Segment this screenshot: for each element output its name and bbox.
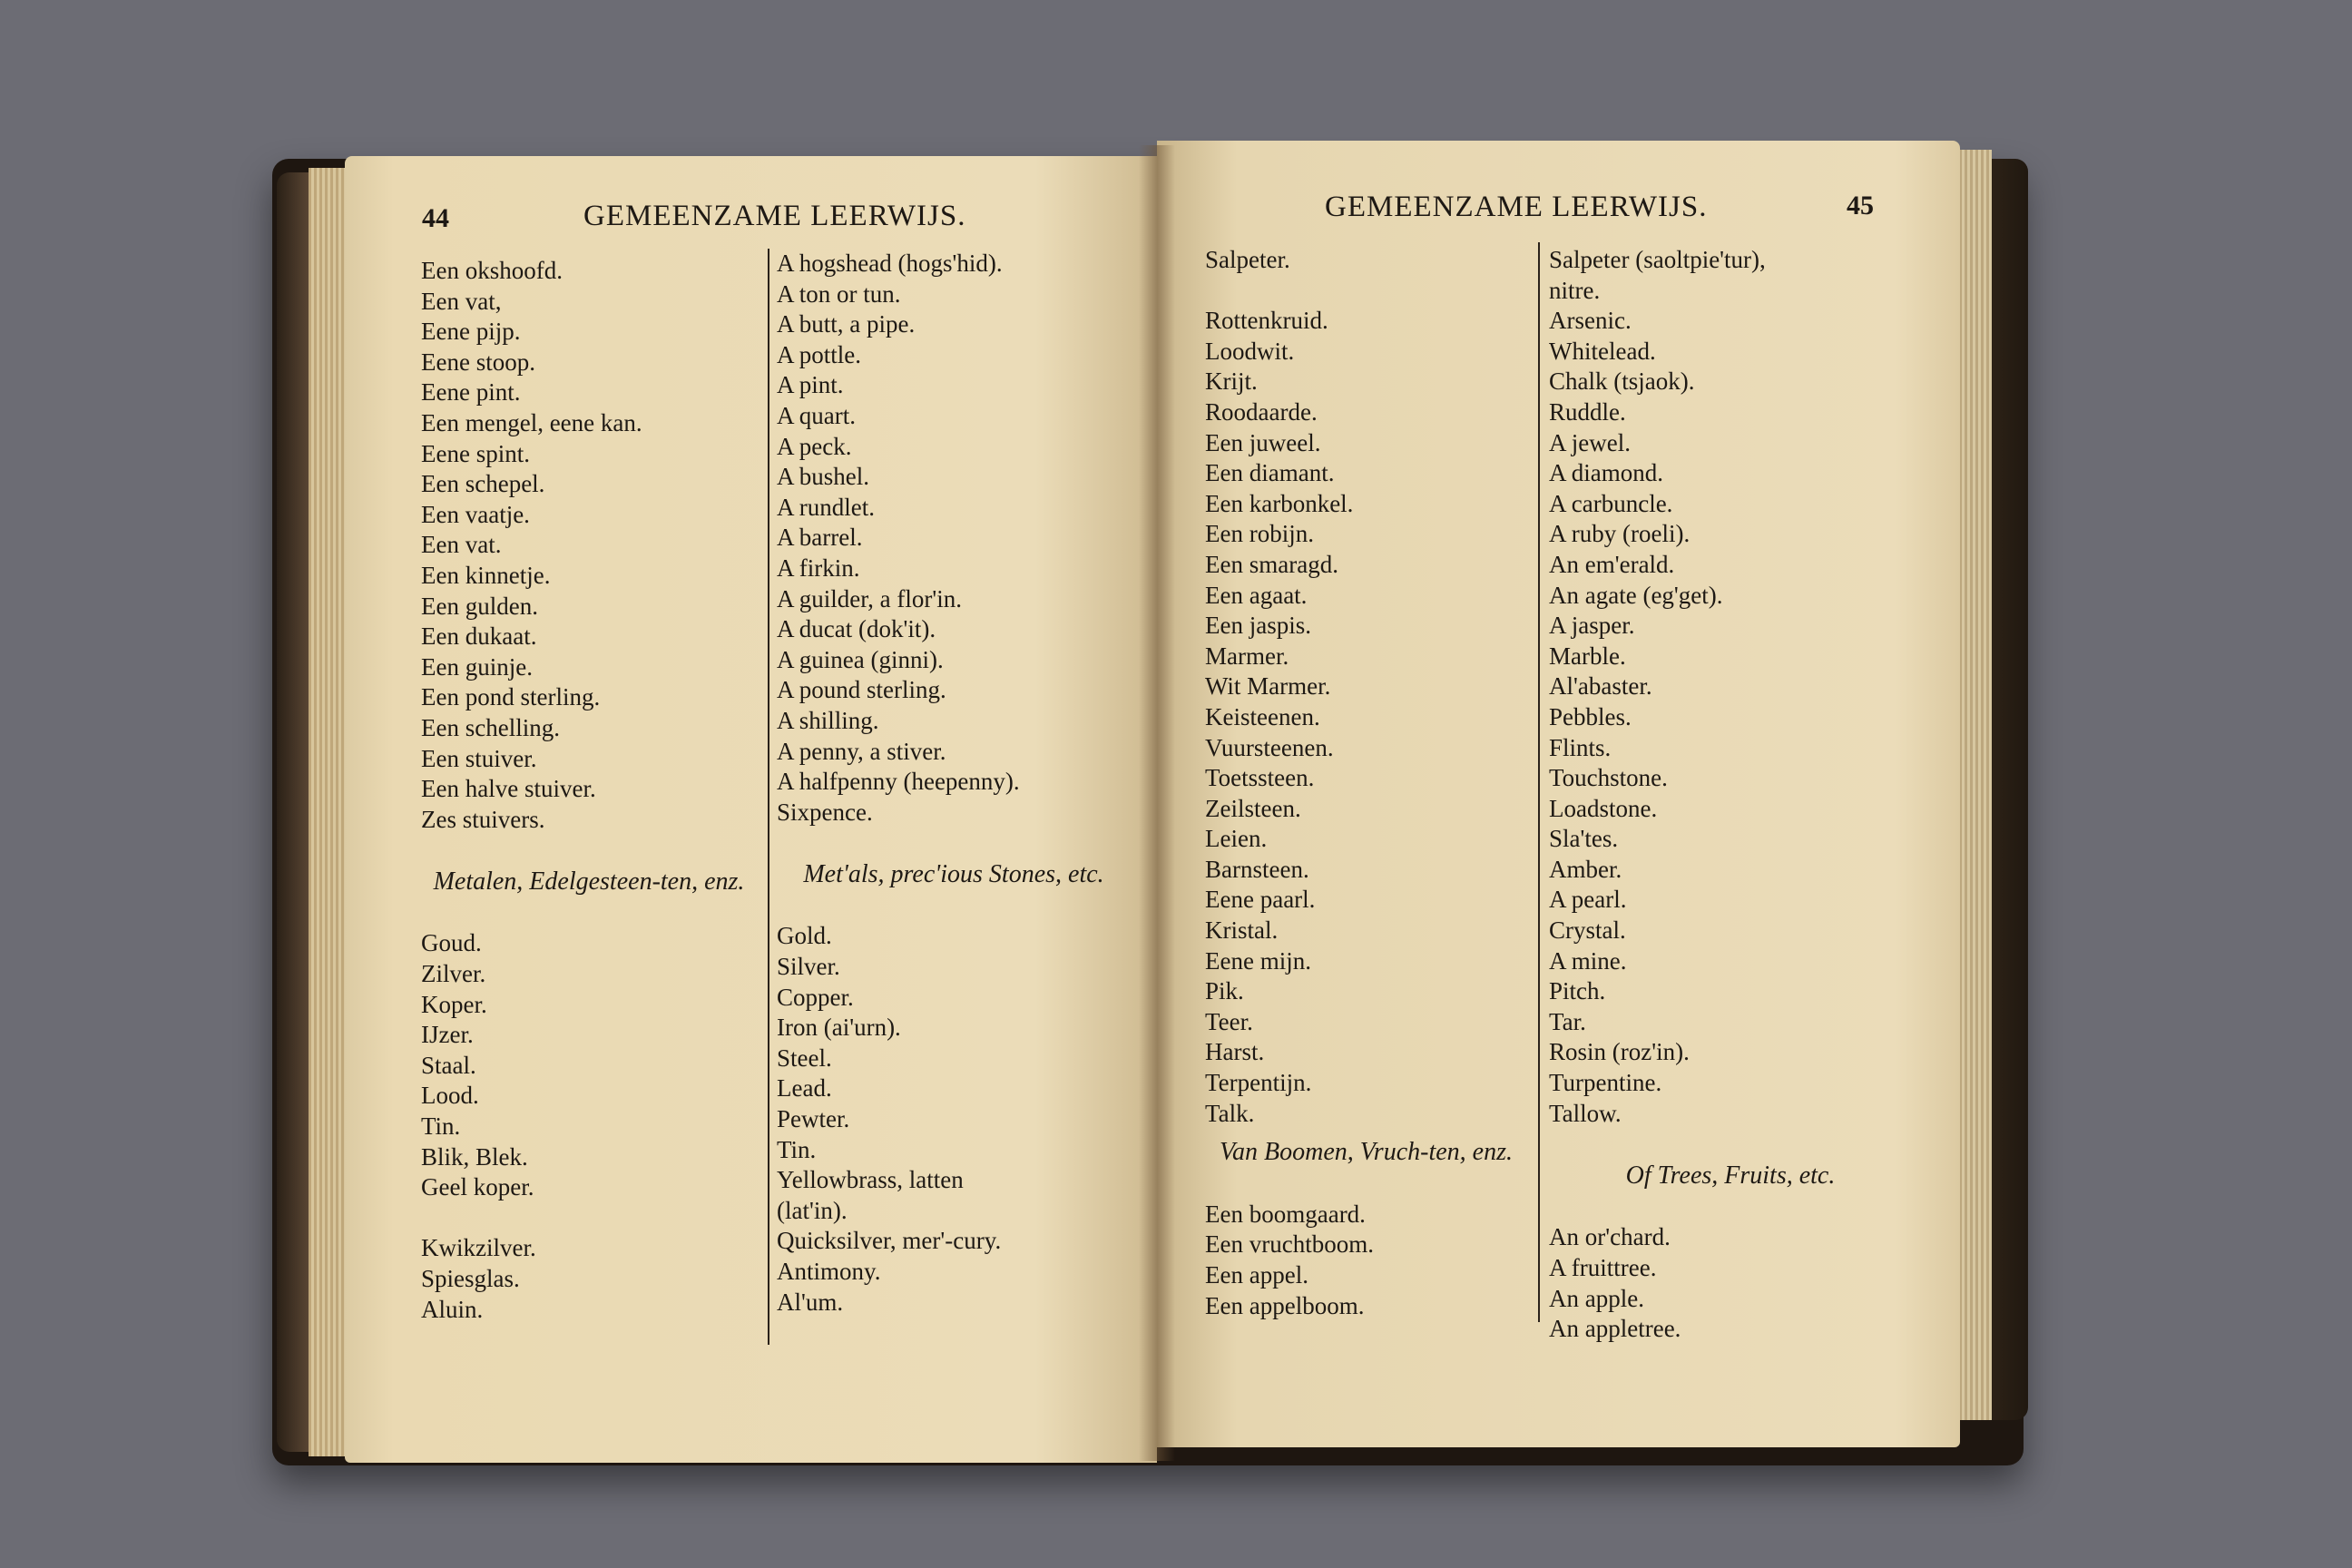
- vocab-line: Turpentine.: [1549, 1069, 1662, 1097]
- vocab-line: A guinea (ginni).: [777, 645, 944, 673]
- vocab-line: Toetssteen.: [1205, 764, 1315, 792]
- vocab-line: A pint.: [777, 371, 844, 399]
- vocab-line: Vuursteenen.: [1205, 733, 1334, 761]
- vocab-line: Spiesglas.: [421, 1265, 520, 1292]
- vocab-line: Tin.: [421, 1112, 461, 1141]
- page-number: 44: [422, 203, 449, 233]
- vocab-line: Eene mijn.: [1205, 946, 1311, 975]
- vocab-line: Chalk (tsjaok).: [1549, 368, 1695, 396]
- vocab-line: Leien.: [1205, 825, 1268, 853]
- vocab-line: Een schelling.: [421, 713, 560, 741]
- vocab-line: Keisteenen.: [1205, 702, 1320, 730]
- vocab-line: Een okshoofd.: [421, 257, 563, 284]
- running-head: GEMEENZAME LEERWIJS.: [583, 200, 966, 232]
- vocab-line: Een appelboom.: [1205, 1291, 1365, 1319]
- vocab-line: Loodwit.: [1205, 337, 1295, 365]
- vocab-line: Arsenic.: [1549, 307, 1632, 335]
- vocab-line: Talk.: [1205, 1099, 1255, 1127]
- vocab-line: Goud.: [421, 929, 482, 957]
- vocab-line: A firkin.: [777, 554, 860, 582]
- vocab-line: A carbuncle.: [1549, 489, 1673, 517]
- vocab-line: A ton or tun.: [777, 279, 901, 308]
- vocab-line: An em'erald.: [1549, 550, 1675, 578]
- vocab-line: Pebbles.: [1549, 702, 1632, 730]
- vocab-line: A hogshead (hogs'hid).: [777, 250, 1003, 277]
- vocab-line: Een jaspis.: [1205, 612, 1311, 640]
- book-gutter: [1139, 145, 1175, 1461]
- vocab-line: Een robijn.: [1205, 520, 1314, 548]
- vocab-line: Zes stuivers.: [421, 805, 545, 833]
- vocab-line: Eene pijp.: [421, 318, 521, 346]
- vocab-line: Salpeter.: [1205, 246, 1290, 273]
- vocab-line: Eene paarl.: [1205, 886, 1316, 914]
- vocab-line: Koper.: [421, 990, 487, 1018]
- vocab-line: Kwikzilver.: [421, 1234, 536, 1262]
- vocab-line: A butt, a pipe.: [777, 310, 916, 338]
- section-heading: Metalen, Edelgesteen-ten, enz.: [433, 867, 745, 896]
- vocab-line: IJzer.: [421, 1021, 474, 1049]
- vocab-line: A jasper.: [1549, 612, 1635, 640]
- vocab-line: Aluin.: [421, 1295, 484, 1323]
- vocab-line: Een dukaat.: [421, 622, 537, 651]
- vocab-line: Zilver.: [421, 960, 486, 988]
- vocab-line: Ruddle.: [1549, 397, 1626, 426]
- vocab-line: Een stuiver.: [421, 744, 537, 772]
- vocab-line: An appletree.: [1549, 1315, 1681, 1343]
- section-heading: Met'als, prec'ious Stones, etc.: [803, 859, 1104, 888]
- vocab-line: Een kinnetje.: [421, 561, 551, 589]
- vocab-line: Terpentijn.: [1205, 1069, 1312, 1097]
- vocab-line: Al'abaster.: [1549, 672, 1652, 701]
- vocab-line: Quicksilver, mer'-cury.: [777, 1227, 1002, 1255]
- vocab-line: Gold.: [777, 922, 832, 950]
- vocab-line: Roodaarde.: [1205, 397, 1318, 426]
- vocab-line: A pearl.: [1549, 886, 1627, 914]
- vocab-line: A diamond.: [1549, 459, 1663, 487]
- vocab-line: An or'chard.: [1549, 1223, 1671, 1251]
- vocab-line: Rosin (roz'in).: [1549, 1038, 1690, 1066]
- english-column: [1549, 245, 1912, 1345]
- vocab-line: Teer.: [1205, 1007, 1253, 1035]
- vocab-line: Geel koper.: [421, 1173, 534, 1201]
- vocab-line: Al'um.: [777, 1288, 844, 1316]
- vocab-line: Pitch.: [1549, 977, 1606, 1005]
- vocab-line: Tar.: [1549, 1007, 1586, 1035]
- vocab-line: Tin.: [777, 1135, 817, 1163]
- vocab-line: Staal.: [421, 1051, 476, 1079]
- vocab-line: Een agaat.: [1205, 581, 1308, 609]
- vocab-line: A quart.: [777, 401, 856, 429]
- section-heading: Of Trees, Fruits, etc.: [1625, 1161, 1836, 1190]
- vocab-line: Een guinje.: [421, 652, 533, 681]
- vocab-line: Antimony.: [777, 1258, 881, 1285]
- vocab-line: A jewel.: [1549, 428, 1631, 456]
- vocab-line: Een vaatje.: [421, 500, 530, 528]
- vocab-line: Yellowbrass, latten: [777, 1166, 964, 1194]
- right-page: [1157, 141, 1960, 1447]
- vocab-line: Zeilsteen.: [1205, 794, 1301, 822]
- vocab-line: Een mengel, eene kan.: [421, 408, 642, 436]
- vocab-line: Kristal.: [1205, 916, 1279, 945]
- page-number: 45: [1847, 191, 1874, 220]
- vocab-line: Eene pint.: [421, 378, 521, 407]
- vocab-line: Eene spint.: [421, 439, 530, 467]
- vocab-line: Een pond sterling.: [421, 683, 601, 711]
- vocab-line: Een vat,: [421, 287, 502, 315]
- vocab-line: Crystal.: [1549, 916, 1626, 945]
- vocab-line: Marble.: [1549, 642, 1626, 670]
- vocab-line: Een karbonkel.: [1205, 489, 1354, 517]
- vocab-line: A halfpenny (heepenny).: [777, 768, 1020, 796]
- vocab-line: Salpeter (saoltpie'tur),: [1549, 246, 1766, 273]
- vocab-line: Een schepel.: [421, 470, 545, 498]
- english-column: [777, 249, 1131, 1318]
- vocab-line: Een vruchtboom.: [1205, 1230, 1374, 1259]
- vocab-line: Een gulden.: [421, 592, 538, 620]
- vocab-line: A ducat (dok'it).: [777, 615, 936, 643]
- vocab-line: A pound sterling.: [777, 676, 946, 704]
- vocab-line: Harst.: [1205, 1038, 1265, 1066]
- section-heading: Van Boomen, Vruch-ten, enz.: [1220, 1138, 1513, 1167]
- vocab-line: A shilling.: [777, 706, 879, 734]
- column-rule: [768, 249, 769, 1345]
- running-head: GEMEENZAME LEERWIJS.: [1325, 191, 1708, 223]
- vocab-line: Amber.: [1549, 855, 1622, 883]
- vocab-line: A fruittree.: [1549, 1254, 1657, 1281]
- vocab-line: Silver.: [777, 953, 840, 981]
- vocab-line: Krijt.: [1205, 368, 1258, 396]
- vocab-line: Loadstone.: [1549, 794, 1658, 822]
- vocab-line: An apple.: [1549, 1284, 1644, 1312]
- vocab-line: Iron (ai'urn).: [777, 1014, 901, 1042]
- vocab-line: Een smaragd.: [1205, 550, 1338, 578]
- vocab-line: Een appel.: [1205, 1261, 1308, 1289]
- vocab-line: A rundlet.: [777, 493, 875, 521]
- vocab-line: Flints.: [1549, 733, 1612, 761]
- vocab-line: Lood.: [421, 1082, 479, 1110]
- vocab-line: A mine.: [1549, 946, 1627, 975]
- vocab-line: Rottenkruid.: [1205, 307, 1328, 335]
- vocab-line: Touchstone.: [1549, 764, 1668, 792]
- vocab-line: Sla'tes.: [1549, 825, 1619, 853]
- vocab-line: Steel.: [777, 1044, 832, 1072]
- vocab-line: Een halve stuiver.: [421, 775, 596, 803]
- vocab-line: Barnsteen.: [1205, 855, 1309, 883]
- vocab-line: Lead.: [777, 1074, 832, 1102]
- dutch-column: [1205, 245, 1527, 1321]
- vocab-line: Blik, Blek.: [421, 1142, 528, 1171]
- vocab-line: Copper.: [777, 983, 854, 1011]
- dutch-column: [421, 256, 757, 1325]
- vocab-line: (lat'in).: [777, 1196, 848, 1224]
- vocab-line: A penny, a stiver.: [777, 737, 946, 765]
- vocab-line: nitre.: [1549, 276, 1601, 304]
- vocab-line: Een boomgaard.: [1205, 1200, 1366, 1228]
- vocab-line: A ruby (roeli).: [1549, 520, 1690, 548]
- column-rule: [1538, 242, 1540, 1322]
- vocab-line: A pottle.: [777, 340, 861, 368]
- vocab-line: A barrel.: [777, 524, 863, 552]
- vocab-line: Pik.: [1205, 977, 1244, 1005]
- vocab-line: Een diamant.: [1205, 459, 1335, 487]
- vocab-line: Whitelead.: [1549, 337, 1656, 365]
- vocab-line: Wit Marmer.: [1205, 672, 1331, 701]
- vocab-line: Eene stoop.: [421, 348, 535, 376]
- vocab-line: A peck.: [777, 432, 852, 460]
- vocab-line: Een vat.: [421, 531, 502, 559]
- vocab-line: A guilder, a flor'in.: [777, 584, 962, 612]
- vocab-line: An agate (eg'get).: [1549, 581, 1723, 609]
- vocab-line: Sixpence.: [777, 798, 873, 826]
- left-page: [345, 156, 1157, 1463]
- vocab-line: Tallow.: [1549, 1099, 1622, 1127]
- vocab-line: Marmer.: [1205, 642, 1289, 670]
- vocab-line: Pewter.: [777, 1105, 850, 1133]
- vocab-line: A bushel.: [777, 463, 870, 491]
- vocab-line: Een juweel.: [1205, 428, 1321, 456]
